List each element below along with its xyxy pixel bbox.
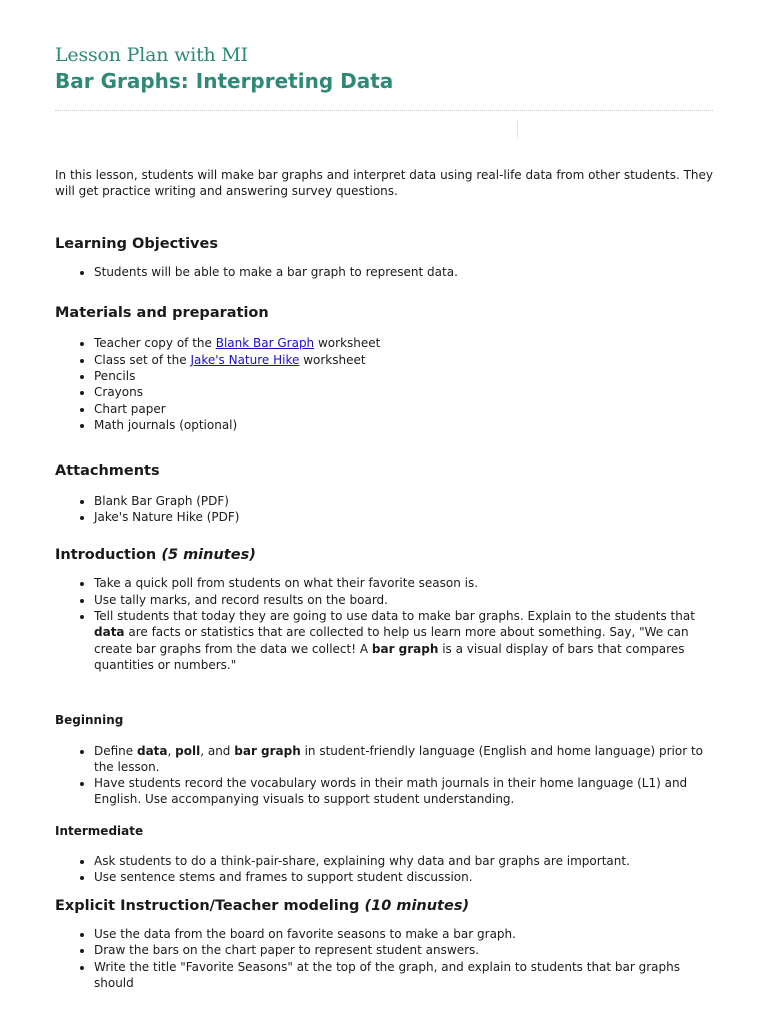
- learning-objectives-list: [55, 264, 715, 280]
- list-item: • Ask students to do a think-pair-share, explaining why data and bar graphs are important.: [94, 853, 715, 869]
- beginning-heading: Beginning: [55, 713, 124, 728]
- list-item: • Chart paper: [94, 401, 715, 417]
- list-item: • Use sentence stems and frames to support student discussion.: [94, 869, 715, 885]
- term-poll: poll: [175, 743, 201, 758]
- attachments-heading: Attachments: [55, 463, 160, 480]
- list-item-text: worksheet: [299, 352, 366, 367]
- list-item: [94, 352, 715, 368]
- list-item: • Crayons: [94, 384, 715, 400]
- section-title: Introduction: [55, 547, 157, 564]
- jakes-nature-hike-link[interactable]: Jake's Nature Hike: [190, 352, 300, 367]
- term-data: data: [136, 743, 168, 758]
- section-duration: (10 minutes): [364, 897, 470, 914]
- intermediate-heading: Intermediate: [55, 823, 144, 838]
- explicit-instruction-list: [55, 926, 715, 991]
- learning-objectives-heading: Learning Objectives: [55, 235, 218, 252]
- intermediate-list: [55, 853, 715, 886]
- list-item: [94, 335, 715, 351]
- list-item: • Draw the bars on the chart paper to represent student answers.: [94, 942, 715, 958]
- list-item: • Jake's Nature Hike (PDF): [94, 509, 715, 525]
- list-item: • Pencils: [94, 368, 715, 384]
- list-item: • Use the data from the board on favorite seasons to make a bar graph.: [94, 926, 715, 942]
- list-item-text: is a visual display of bars that compares quantities or numbers.": [94, 641, 685, 672]
- materials-heading: Materials and preparation: [55, 305, 269, 322]
- term-bar-graph: bar graph: [234, 743, 301, 758]
- attachments-list: [55, 493, 715, 526]
- intro-paragraph: In this lesson, students will make bar graphs and interpret data using real-life data from other students. They will get practice writing and answering survey questions.: [55, 168, 714, 199]
- list-item: • Students will be able to make a bar graph to represent data.: [94, 264, 715, 280]
- materials-list: [55, 335, 715, 433]
- list-item: • Use tally marks, and record results on the board.: [94, 592, 715, 608]
- list-item-text: in student-friendly language (English and home language) prior to the lesson.: [94, 743, 704, 774]
- list-item-text: Class set of the: [94, 352, 191, 367]
- list-item-text: worksheet: [314, 336, 381, 351]
- list-item-text: , and: [200, 743, 235, 758]
- lesson-plan-kicker: Lesson Plan with MI: [55, 44, 248, 66]
- list-item-text: ,: [167, 743, 176, 758]
- term-bar-graph: bar graph: [371, 641, 439, 656]
- list-item: • Write the title "Favorite Seasons" at the top of the graph, and explain to students that bar graphs should: [94, 959, 715, 992]
- list-item: • Math journals (optional): [94, 417, 715, 433]
- header-divider-tick: [517, 121, 518, 138]
- beginning-list: [55, 743, 715, 808]
- list-item: • Have students record the vocabulary words in their math journals in their home language (L1) and English. Use accompanying visuals to support student understanding.: [94, 775, 715, 808]
- list-item-text: Define: [94, 743, 137, 758]
- list-item: [94, 743, 715, 776]
- list-item: • Blank Bar Graph (PDF): [94, 493, 715, 509]
- introduction-list: [55, 575, 715, 673]
- header-divider: [55, 110, 713, 111]
- list-item-text: Teacher copy of the: [94, 336, 216, 351]
- section-title: Explicit Instruction/Teacher modeling: [55, 897, 360, 914]
- list-item: [94, 608, 715, 673]
- introduction-heading: [55, 547, 715, 563]
- section-duration: (5 minutes): [161, 547, 256, 564]
- blank-bar-graph-link[interactable]: Blank Bar Graph: [215, 336, 315, 351]
- term-data: data: [94, 625, 125, 640]
- lesson-content: [55, 167, 715, 991]
- explicit-instruction-heading: [55, 898, 715, 914]
- list-item: • Take a quick poll from students on what their favorite season is.: [94, 575, 715, 591]
- list-item-text: are facts or statistics that are collected to help us learn more about something. Say, "We can create bar graphs from the data we collect! A: [94, 625, 689, 656]
- page-title: Bar Graphs: Interpreting Data: [55, 69, 394, 93]
- list-item-text: Tell students that today they are going to use data to make bar graphs. Explain to the students that: [94, 609, 695, 624]
